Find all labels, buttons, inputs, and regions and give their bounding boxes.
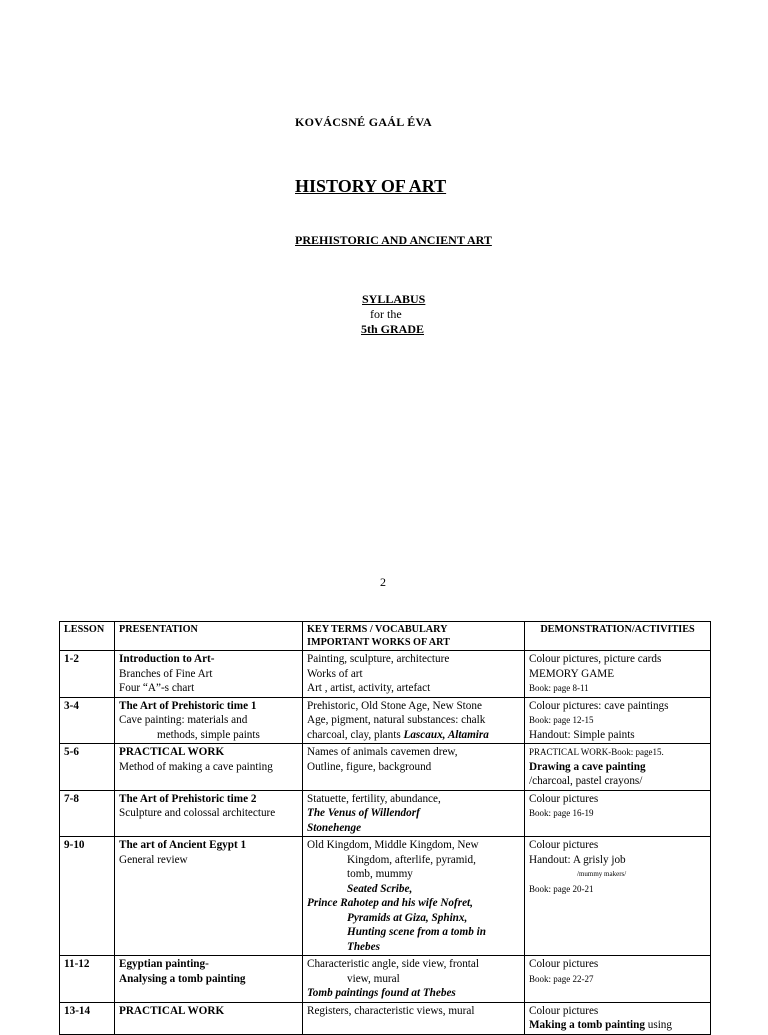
table-row	[60, 651, 711, 698]
presentation-line: Branches of Fine Art	[119, 667, 213, 680]
terms-text: charcoal, clay, plants	[307, 728, 404, 741]
document-title: HISTORY OF ART	[295, 176, 447, 196]
lesson-cell: 3-4	[60, 697, 115, 744]
artwork-title: Pyramids at Giza, Sphinx,	[347, 911, 468, 924]
demo-line: Colour pictures	[529, 792, 599, 805]
lesson-cell: 5-6	[60, 744, 115, 791]
grade-label: 5th GRADE	[361, 322, 425, 336]
terms-line: Age, pigment, natural substances: chalk	[307, 714, 486, 726]
terms-cell	[303, 1002, 525, 1034]
presentation-line: methods, simple paints	[157, 728, 260, 741]
presentation-line: Method of making a cave painting	[119, 760, 273, 773]
header-demonstration: DEMONSTRATION/ACTIVITIES	[525, 622, 711, 651]
document-subtitle: PREHISTORIC AND ANCIENT ART	[295, 233, 492, 247]
presentation-line: Egyptian painting-	[119, 958, 209, 970]
presentation-line: The Art of Prehistoric time 1	[119, 699, 257, 712]
demo-line: Colour pictures	[529, 958, 599, 970]
header-key-terms-line1: KEY TERMS / VOCABULARY	[307, 624, 448, 635]
demo-cell	[525, 744, 711, 791]
demo-cell	[525, 956, 711, 1003]
terms-cell	[303, 744, 525, 791]
terms-line: Registers, characteristic views, mural	[307, 1004, 475, 1017]
terms-cell	[303, 956, 525, 1003]
demo-line: Book: page 12-15	[529, 715, 594, 725]
demo-bold-text: Making a tomb painting	[529, 1019, 645, 1031]
demo-cell	[525, 1002, 711, 1034]
presentation-cell	[115, 744, 303, 791]
artwork-title: Seated Scribe,	[347, 882, 413, 895]
header-presentation: PRESENTATION	[115, 622, 303, 651]
demo-line: Book: page 20-21	[529, 883, 594, 894]
table-header-row	[60, 622, 711, 651]
presentation-cell	[115, 1002, 303, 1034]
terms-line: Statuette, fertility, abundance,	[307, 792, 441, 805]
terms-cell	[303, 697, 525, 744]
presentation-line: PRACTICAL WORK	[119, 746, 225, 758]
demo-line: /mummy makers/	[577, 870, 627, 878]
demo-cell	[525, 837, 711, 956]
terms-cell	[303, 790, 525, 837]
artwork-title: Thebes	[347, 940, 380, 953]
lesson-cell: 7-8	[60, 790, 115, 837]
presentation-line: The art of Ancient Egypt 1	[119, 839, 247, 851]
header-key-terms-line2: IMPORTANT WORKS OF ART	[307, 637, 450, 648]
demo-line: Handout: A grisly job	[529, 853, 626, 866]
page-number: 2	[380, 575, 386, 589]
table-row	[60, 697, 711, 744]
author-name: KOVÁCSNÉ GAÁL ÉVA	[295, 115, 432, 129]
syllabus-table	[59, 621, 711, 1035]
table-row	[60, 790, 711, 837]
terms-cell	[303, 651, 525, 698]
demo-line	[529, 1018, 706, 1033]
demo-cell	[525, 697, 711, 744]
artwork-title: Stonehenge	[307, 821, 362, 834]
terms-line: Works of art	[307, 667, 363, 680]
demo-line: /charcoal, pastel crayons/	[529, 775, 643, 787]
presentation-cell	[115, 837, 303, 956]
artwork-title: Tomb paintings found at Thebes	[307, 987, 456, 999]
demo-line: MEMORY GAME	[529, 667, 615, 680]
presentation-line: The Art of Prehistoric time 2	[119, 792, 257, 805]
presentation-line: General review	[119, 853, 188, 866]
artwork-title: Hunting scene from a tomb in	[347, 926, 486, 938]
presentation-line: Sculpture and colossal architecture	[119, 807, 276, 819]
terms-cell	[303, 837, 525, 956]
table-row	[60, 837, 711, 956]
table-row	[60, 744, 711, 791]
demo-line: Book: page 22-27	[529, 973, 594, 984]
lesson-cell: 11-12	[60, 956, 115, 1003]
artwork-title: The Venus of Willendorf	[307, 807, 420, 819]
lesson-cell: 13-14	[60, 1002, 115, 1034]
terms-line: Names of animals cavemen drew,	[307, 746, 458, 758]
presentation-line: Four “A”-s chart	[119, 682, 195, 694]
header-lesson: LESSON	[60, 622, 115, 651]
for-the-label: for the	[370, 307, 402, 321]
demo-line: Book: page 8-11	[529, 683, 589, 693]
lesson-cell: 9-10	[60, 837, 115, 956]
demo-cell	[525, 651, 711, 698]
header-key-terms	[303, 622, 525, 651]
demo-text: using	[644, 1019, 672, 1031]
terms-line	[307, 728, 520, 743]
presentation-cell	[115, 956, 303, 1003]
presentation-cell	[115, 651, 303, 698]
presentation-cell	[115, 790, 303, 837]
terms-line: Old Kingdom, Middle Kingdom, New	[307, 839, 479, 851]
demo-line: Colour pictures	[529, 839, 599, 851]
lesson-cell: 1-2	[60, 651, 115, 698]
demo-line: Colour pictures	[529, 1004, 599, 1017]
terms-line: Characteristic angle, side view, frontal	[307, 958, 479, 970]
presentation-line: Introduction to Art-	[119, 653, 215, 665]
artwork-title: Lascaux, Altamira	[403, 728, 489, 741]
demo-line: Colour pictures: cave paintings	[529, 699, 669, 712]
demo-cell	[525, 790, 711, 837]
artwork-title: Prince Rahotep and his wife Nofret,	[307, 897, 473, 909]
presentation-line: PRACTICAL WORK	[119, 1004, 225, 1017]
terms-line: Painting, sculpture, architecture	[307, 653, 450, 665]
presentation-line: Analysing a tomb painting	[119, 972, 246, 985]
demo-line: Book: page 16-19	[529, 808, 594, 818]
terms-line: Kingdom, afterlife, pyramid,	[347, 853, 476, 866]
presentation-cell	[115, 697, 303, 744]
demo-line: Handout: Simple paints	[529, 728, 635, 741]
terms-line: Prehistoric, Old Stone Age, New Stone	[307, 699, 482, 712]
terms-line: view, mural	[347, 972, 400, 985]
demo-line: Drawing a cave painting	[529, 760, 646, 773]
terms-line: tomb, mummy	[347, 868, 413, 880]
demo-line: PRACTICAL WORK-Book: page15.	[529, 747, 664, 757]
demo-line: Colour pictures, picture cards	[529, 653, 662, 665]
syllabus-label: SYLLABUS	[362, 292, 426, 306]
table-row	[60, 1002, 711, 1034]
terms-line: Outline, figure, background	[307, 760, 432, 773]
table-row	[60, 956, 711, 1003]
terms-line: Art , artist, activity, artefact	[307, 682, 431, 694]
presentation-line: Cave painting: materials and	[119, 714, 248, 726]
